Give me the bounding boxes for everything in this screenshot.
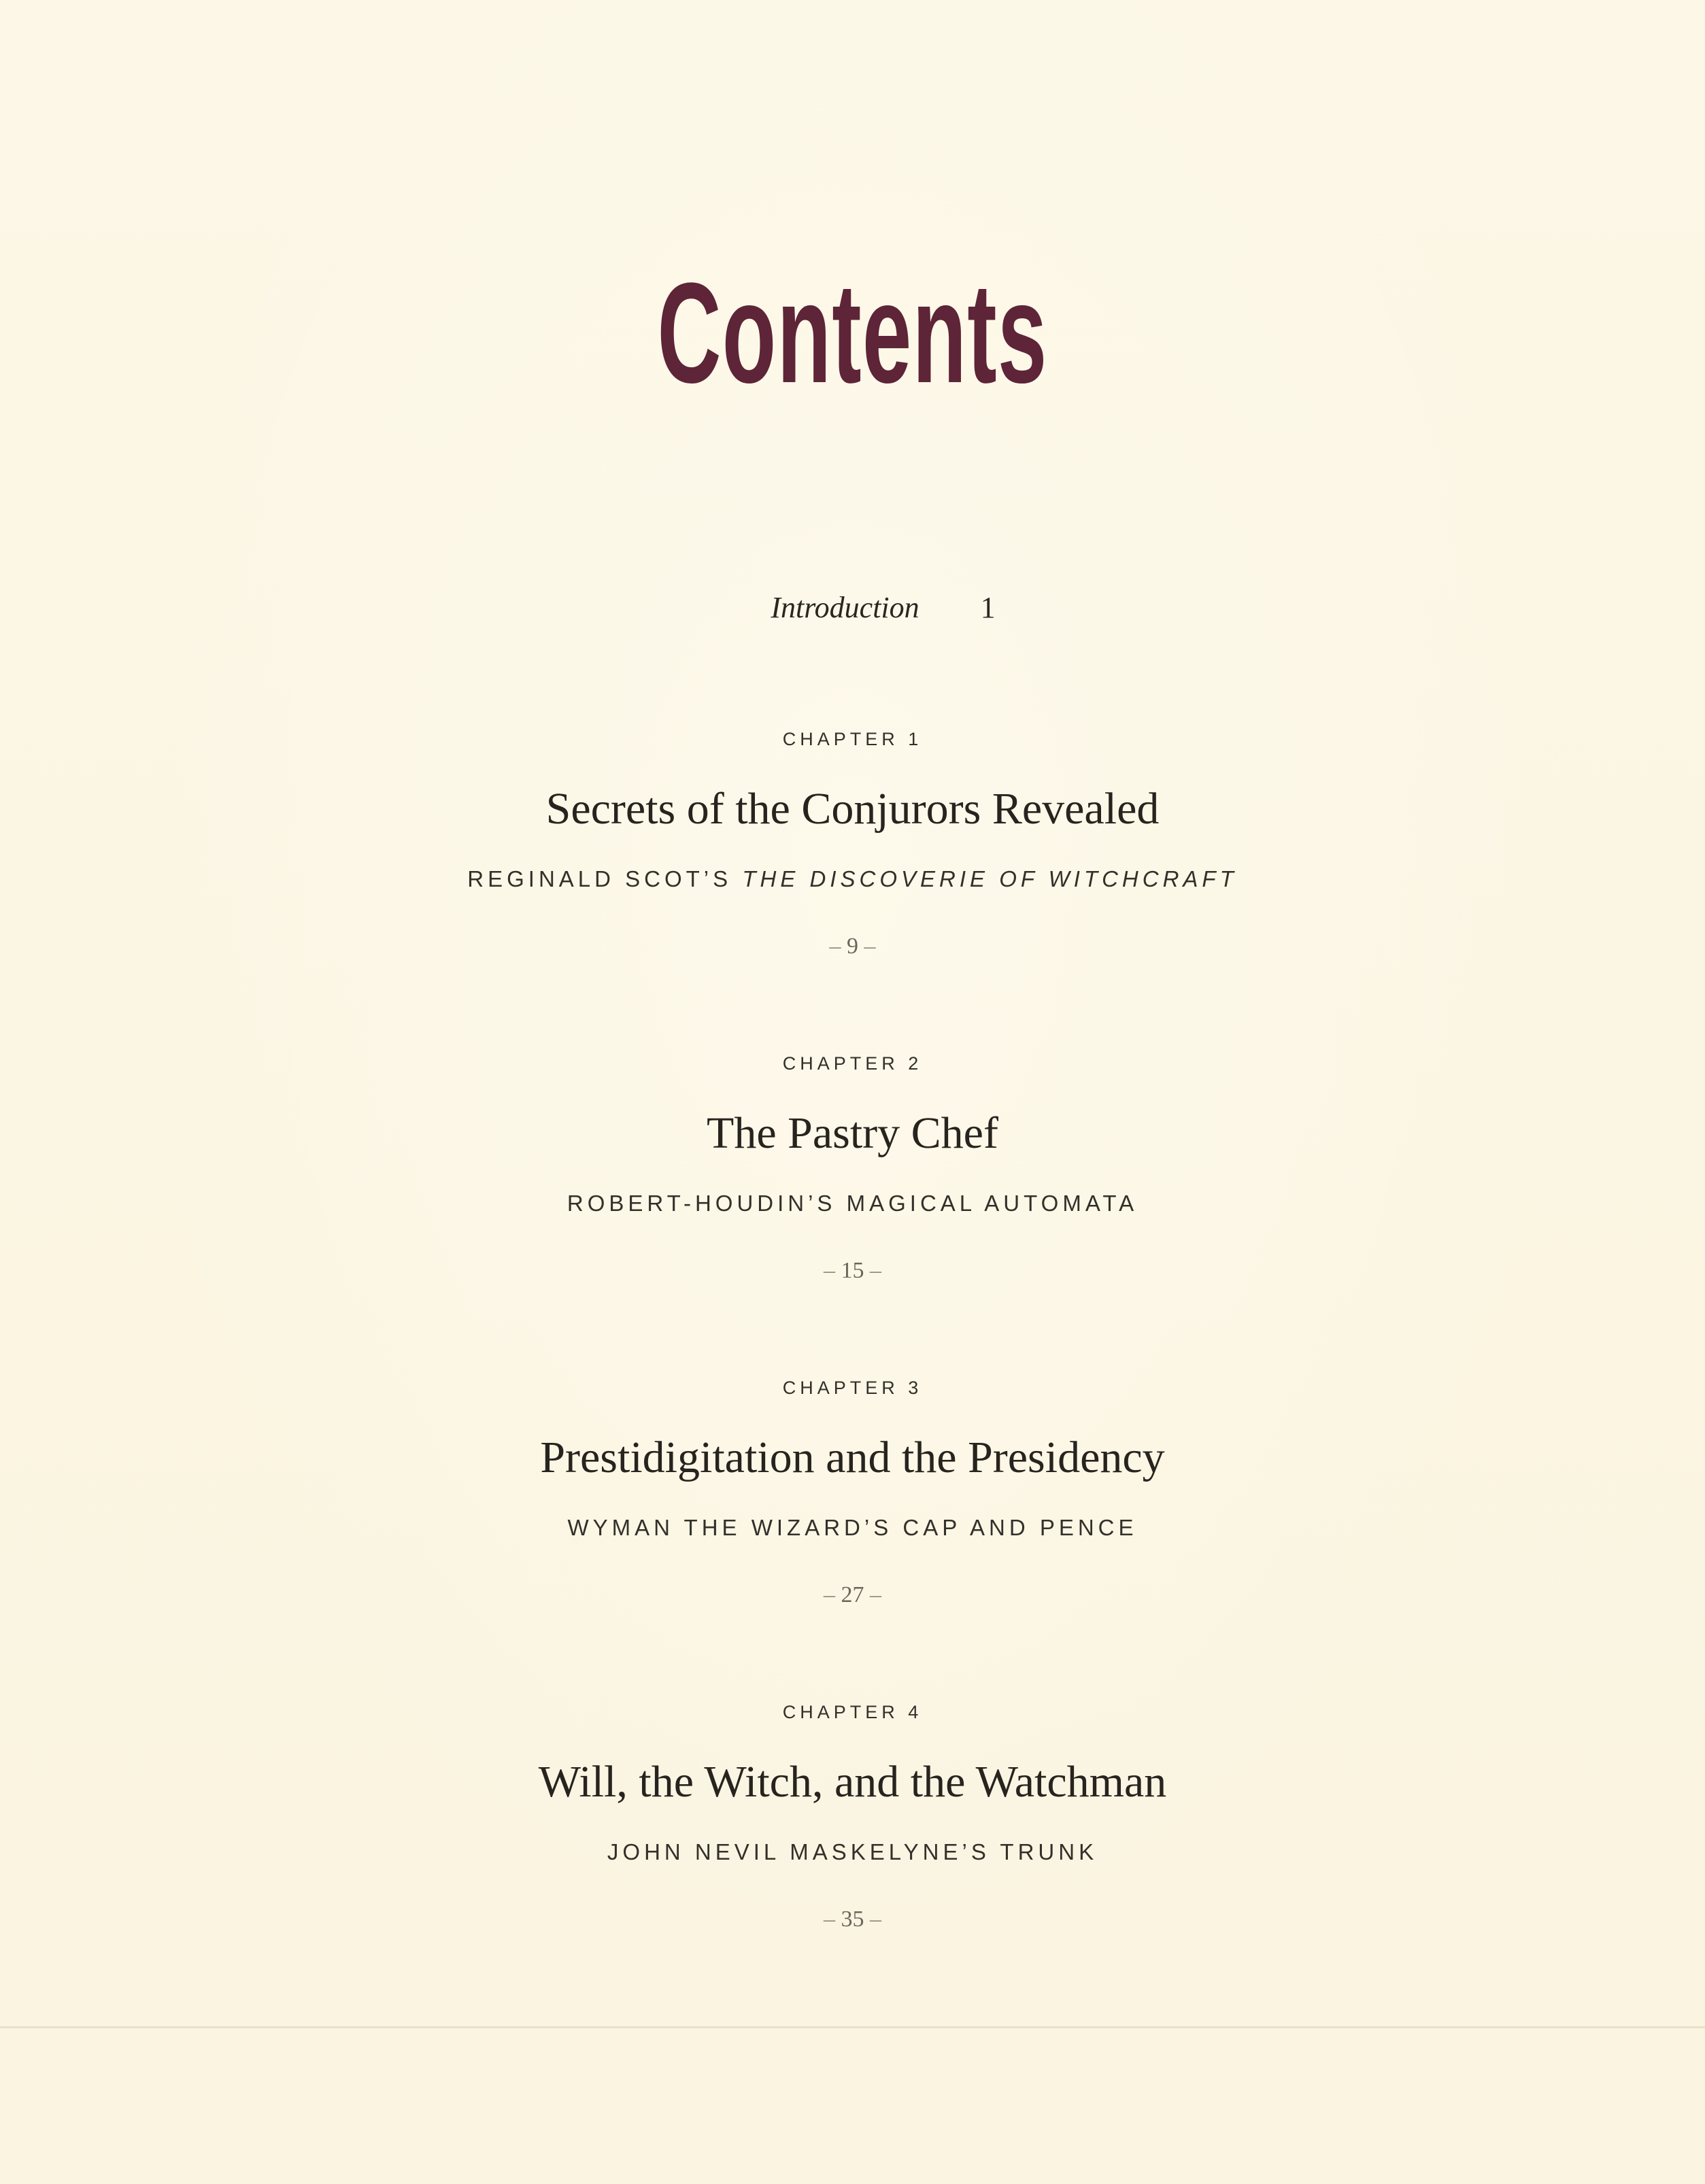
chapter-title: Will, the Witch, and the Watchman (538, 1757, 1167, 1807)
chapter-page-value: 27 (841, 1582, 864, 1607)
page-title: Contents (657, 253, 1048, 413)
introduction-page-number: 1 (980, 591, 996, 624)
page-dash-right: – (870, 1582, 881, 1607)
chapter-subtitle-plain: WYMAN THE WIZARD’S CAP AND PENCE (567, 1515, 1138, 1540)
chapter-page-number (0, 1584, 1705, 1607)
chapter-subtitle-plain: REGINALD SCOT’S (467, 866, 743, 891)
page-dash-left: – (829, 934, 841, 959)
chapter-page-value: 35 (841, 1907, 864, 1932)
chapter-subtitle (0, 1516, 1705, 1539)
chapter-label: CHAPTER 3 (782, 1378, 923, 1398)
chapter-page-value: 15 (841, 1258, 864, 1283)
page-dash-left: – (824, 1582, 835, 1607)
chapter-subtitle (0, 868, 1705, 890)
chapter-subtitle-italic: THE DISCOVERIE OF WITCHCRAFT (742, 866, 1238, 891)
page-dash-right: – (870, 1907, 881, 1932)
chapter-subtitle-plain: ROBERT-HOUDIN’S MAGICAL AUTOMATA (567, 1191, 1138, 1216)
chapter-title: Prestidigitation and the Presidency (540, 1433, 1165, 1482)
chapter-label: CHAPTER 4 (782, 1702, 923, 1722)
page-dash-left: – (824, 1907, 835, 1932)
introduction-label: Introduction (771, 591, 919, 624)
introduction-entry[interactable] (0, 593, 1705, 623)
page-dash-right: – (864, 934, 876, 959)
chapter-label: CHAPTER 1 (782, 729, 923, 749)
chapter-label: CHAPTER 2 (782, 1053, 923, 1074)
chapter-page-value: 9 (847, 934, 858, 959)
chapter-page-number (0, 935, 1705, 958)
chapter-page-number (0, 1259, 1705, 1282)
chapter-title: The Pastry Chef (707, 1108, 998, 1158)
page-dash-left: – (824, 1258, 835, 1283)
page-fold-line (0, 2026, 1705, 2028)
chapter-subtitle (0, 1841, 1705, 1863)
chapter-title: Secrets of the Conjurors Revealed (545, 784, 1160, 834)
page-dash-right: – (870, 1258, 881, 1283)
chapter-subtitle (0, 1192, 1705, 1214)
chapter-page-number (0, 1908, 1705, 1931)
chapter-subtitle-plain: JOHN NEVIL MASKELYNE’S TRUNK (607, 1839, 1098, 1864)
